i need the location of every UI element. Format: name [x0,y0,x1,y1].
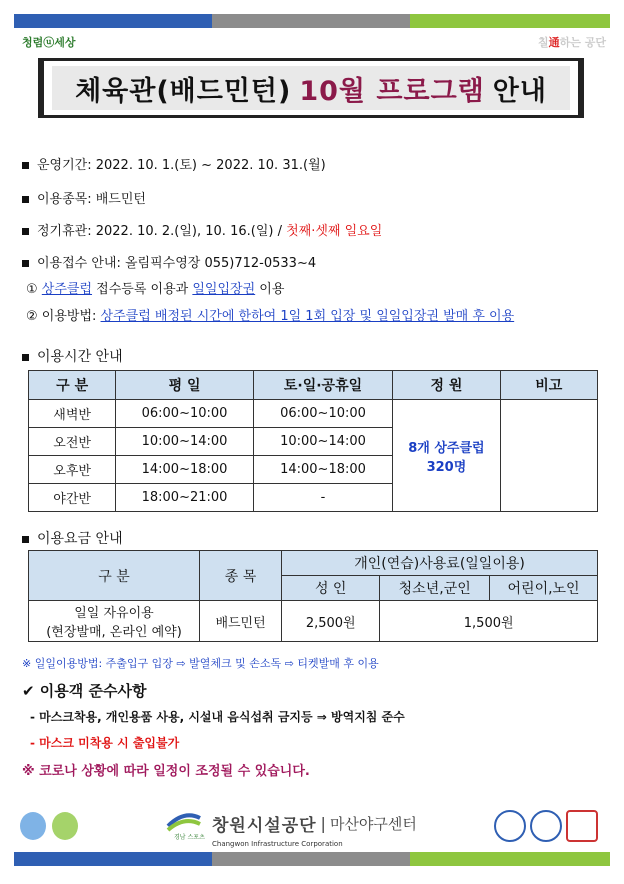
capacity-cell: 8개 상주클럽 320명 [393,400,500,512]
top-color-bar [14,14,610,28]
ccm-badge-icon [494,810,526,842]
integrity-logo: 청렴ⓤ세상 [22,36,76,49]
footer-logo: 경남 스포츠 창원시설공단 | 마산야구센터 Changwon Infrastructure Corporation [166,808,417,838]
schedule-table [28,370,598,512]
th-adult: 성 인 [282,576,380,601]
th-youth: 청소년,군인 [380,576,490,601]
table-row: 야간반 18:00~21:00 - [29,484,598,512]
certification-badge-icon [530,810,562,842]
remark-cell [500,400,597,512]
fees-table [28,550,598,642]
th-fee-category: 구 분 [29,551,200,601]
usage-note: ※ 일일이용방법: 주출입구 입장 ⇨ 발열체크 및 손소독 ⇨ 티켓발매 후 이용 [22,657,379,670]
table-row: 일일 자유이용 (현장발매, 온라인 예약) 배드민턴 2,500원 1,500원 [29,601,598,642]
title-frame [38,58,584,118]
schedule-heading: 이용시간 안내 [22,346,123,366]
award-badge-icon [566,810,598,842]
info-closed: 정기휴관: 2022. 10. 2.(일), 10. 16.(일) / 첫째·셋째 일요일 [22,220,382,239]
th-weekday: 평 일 [116,371,253,400]
org-mark-icon: 경남 스포츠 [166,808,202,838]
mascot-icon [52,812,78,840]
table-row: 오전반 10:00~14:00 10:00~14:00 [29,428,598,456]
th-weekend: 토·일·공휴일 [253,371,392,400]
corona-notice: ※ 코로나 상황에 따라 일정이 조정될 수 있습니다. [22,764,310,779]
rules-title: ✔ 이용객 준수사항 [22,682,147,700]
daily-ticket-link: 일일입장권 [192,282,256,297]
info-item2: ② 이용방법: 상주클럽 배정된 시간에 한하여 1일 1회 입장 및 일일입장권 발매 후 이용 [26,309,515,324]
info-sport: 이용종목: 배드민턴 [22,188,146,207]
th-fee-sport: 종 목 [200,551,282,601]
page-title: 체육관(배드민턴) 10월 프로그램 안내 [52,66,570,110]
rule-1: - 마스크착용, 개인용품 사용, 시설내 음식섭취 금지등 ⇒ 방역지침 준수 [30,710,405,724]
th-fee-group: 개인(연습)사용료(일일이용) [282,551,598,576]
bottom-color-bar [14,852,610,866]
resident-club-link: 상주클럽 [41,282,93,297]
fees-heading: 이용요금 안내 [22,528,123,548]
info-contact: 이용접수 안내: 올림픽수영장 055)712-0533~4 [22,252,316,271]
th-category: 구 분 [29,371,116,400]
table-row: 오후반 14:00~18:00 14:00~18:00 [29,456,598,484]
rule-2: - 마스크 미착용 시 출입불가 [30,736,180,750]
mascot-icon [20,812,46,840]
info-period: 운영기간: 2022. 10. 1.(토) ~ 2022. 10. 31.(월) [22,154,326,173]
th-remark: 비고 [500,371,597,400]
communication-logo: 칠通하는 공단 [538,36,606,49]
th-capacity: 정 원 [393,371,500,400]
table-row: 새벽반 06:00~10:00 06:00~10:00 8개 상주클럽 320명 [29,400,598,428]
th-child: 어린이,노인 [490,576,598,601]
info-item1: ① 상주클럽 접수등록 이용과 일일입장권 이용 [26,282,285,297]
